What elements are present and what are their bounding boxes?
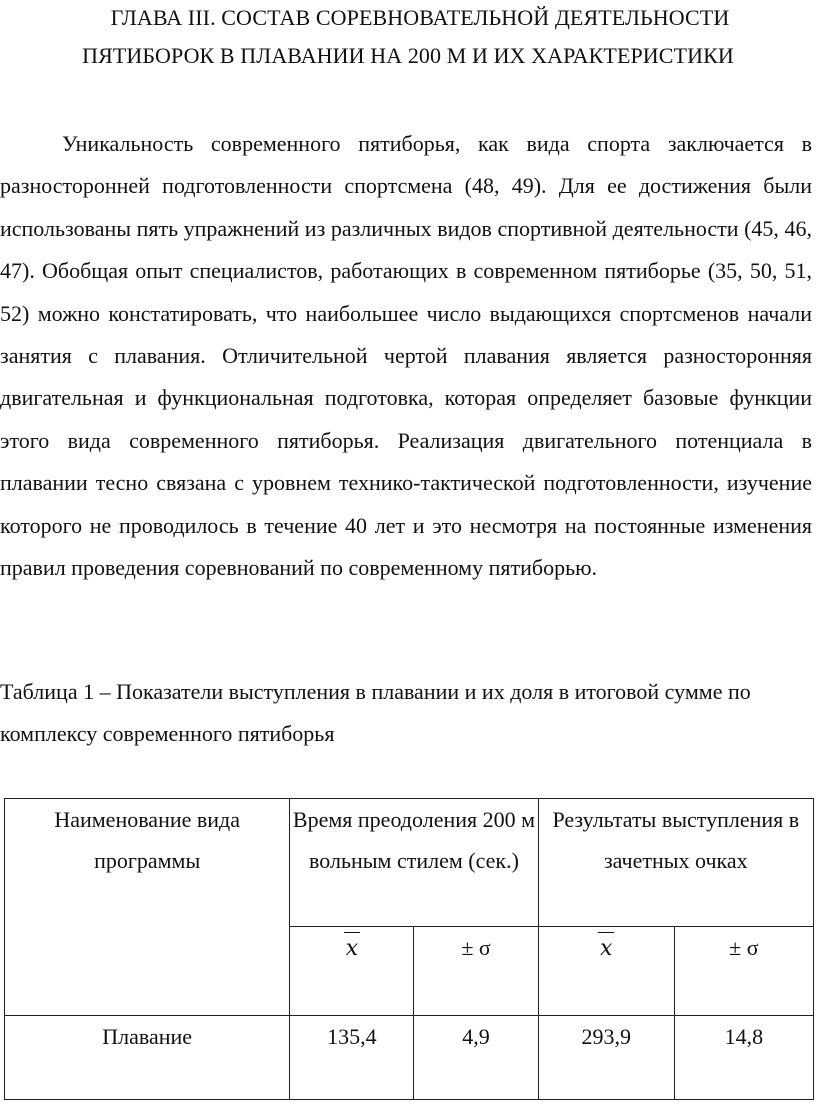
header-event-name: Наименование вида программы — [5, 799, 290, 1016]
chapter-heading-line-2: ПЯТИБОРОК В ПЛАВАНИИ НА 200 М И ИХ ХАРАКТЕРИСТИКИ — [82, 43, 734, 68]
table-row — [5, 1016, 814, 1100]
body-paragraph: Уникальность современного пятиборья, как вида спорта заключается в разносторонней подготовленности спортсмена (48, 49). Для ее достижения были использованы пять упражнений из различных видов спортивной деятельности (45, 46, 47). Обобщая опыт специалистов, работающих в современном пятиборье (35, 50, 51, 52) можно констатировать, что наибольшее число выдающихся спортсменов начали занятия с плавания. Отличительной чертой плавания является разносторонняя двигательная и функциональная подготовка, которая определяет базовые функции этого вида современного пятиборья. Реализация двигательного потенциала в плавании тесно связана с уровнем технико-тактической подготовленности, изучение которого не проводилось в течение 40 лет и это несмотря на постоянные изменения правил проведения соревнований по современному пятиборью. — [0, 131, 812, 581]
mean-symbol: x — [345, 936, 359, 961]
cell-points-sd: 14,8 — [674, 1016, 813, 1100]
subheader-points-mean — [538, 927, 674, 1016]
cell-points-mean: 293,9 — [538, 1016, 674, 1100]
sd-symbol: ± σ — [729, 935, 759, 960]
header-points: Результаты выступления в зачетных очках — [538, 799, 813, 927]
table-header-row — [5, 799, 814, 927]
header-swim-time: Время преодоления 200 м вольным стилем (сек.) — [290, 799, 538, 927]
cell-time-mean: 135,4 — [290, 1016, 414, 1100]
subheader-points-sd — [674, 927, 813, 1016]
mean-symbol: x — [599, 936, 613, 961]
cell-time-sd: 4,9 — [414, 1016, 538, 1100]
sd-symbol: ± σ — [461, 935, 491, 960]
chapter-heading-line-1: ГЛАВА III. СОСТАВ СОРЕВНОВАТЕЛЬНОЙ ДЕЯТЕЛЬНОСТИ — [110, 5, 730, 30]
cell-event: Плавание — [5, 1016, 290, 1100]
table-caption: Таблица 1 – Показатели выступления в плавании и их доля в итоговой сумме по комплексу современного пятиборья — [0, 679, 751, 746]
results-table — [4, 798, 814, 1100]
subheader-time-sd — [414, 927, 538, 1016]
subheader-time-mean — [290, 927, 414, 1016]
